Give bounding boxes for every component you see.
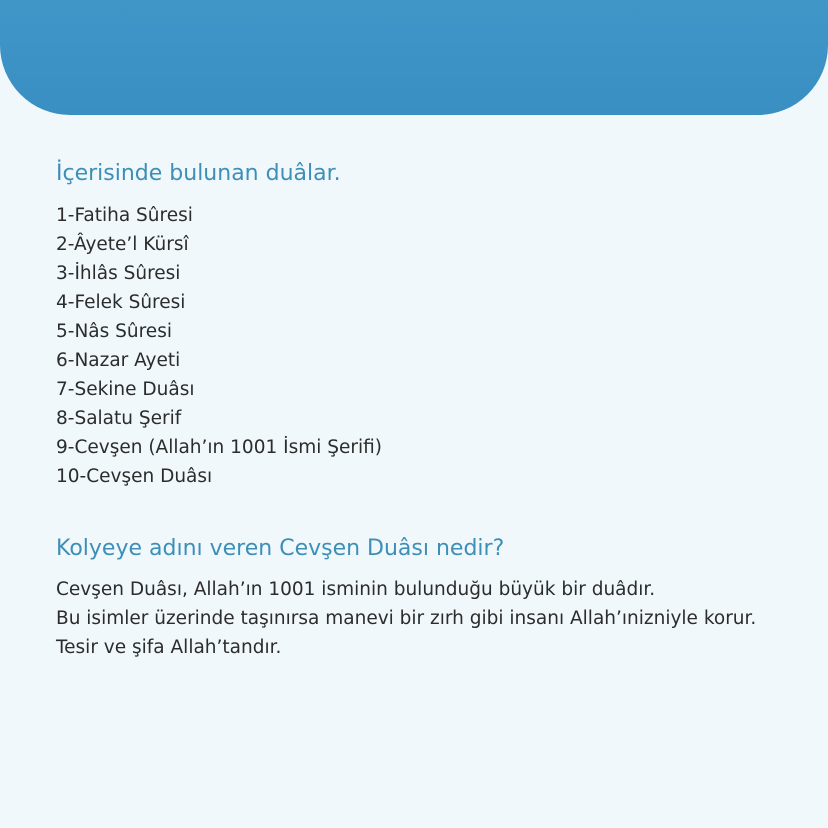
dua-list-item: 1-Fatiha Sûresi bbox=[56, 205, 193, 226]
cevsen-section-title: Kolyeye adını veren Cevşen Duâsı nedir? bbox=[56, 536, 505, 561]
dua-list-item: 4-Felek Sûresi bbox=[56, 292, 186, 313]
description-line: Bu isimler üzerinde taşınırsa manevi bir zırh gibi insanı Allah’ınizniyle korur. bbox=[56, 608, 757, 629]
description-line: Cevşen Duâsı, Allah’ın 1001 isminin bulunduğu büyük bir duâdır. bbox=[56, 579, 656, 600]
dua-list-item: 8-Salatu Şerif bbox=[56, 408, 182, 429]
dua-list bbox=[56, 201, 816, 491]
cevsen-section bbox=[56, 535, 816, 662]
main-content bbox=[56, 160, 816, 662]
dua-list-item: 6-Nazar Ayeti bbox=[56, 350, 181, 371]
dua-list-item: 5-Nâs Sûresi bbox=[56, 321, 172, 342]
header-banner bbox=[0, 0, 828, 115]
dua-list-item: 9-Cevşen (Allah’ın 1001 İsmi Şerifi) bbox=[56, 437, 382, 458]
description-line: Tesir ve şifa Allah’tandır. bbox=[56, 637, 282, 658]
dua-list-item: 3-İhlâs Sûresi bbox=[56, 263, 181, 284]
dua-list-item: 2-Âyete’l Kürsî bbox=[56, 234, 189, 255]
dua-list-item: 10-Cevşen Duâsı bbox=[56, 466, 213, 487]
cevsen-description bbox=[56, 575, 816, 662]
duas-section-title: İçerisinde bulunan duâlar. bbox=[56, 161, 341, 186]
dua-list-item: 7-Sekine Duâsı bbox=[56, 379, 195, 400]
